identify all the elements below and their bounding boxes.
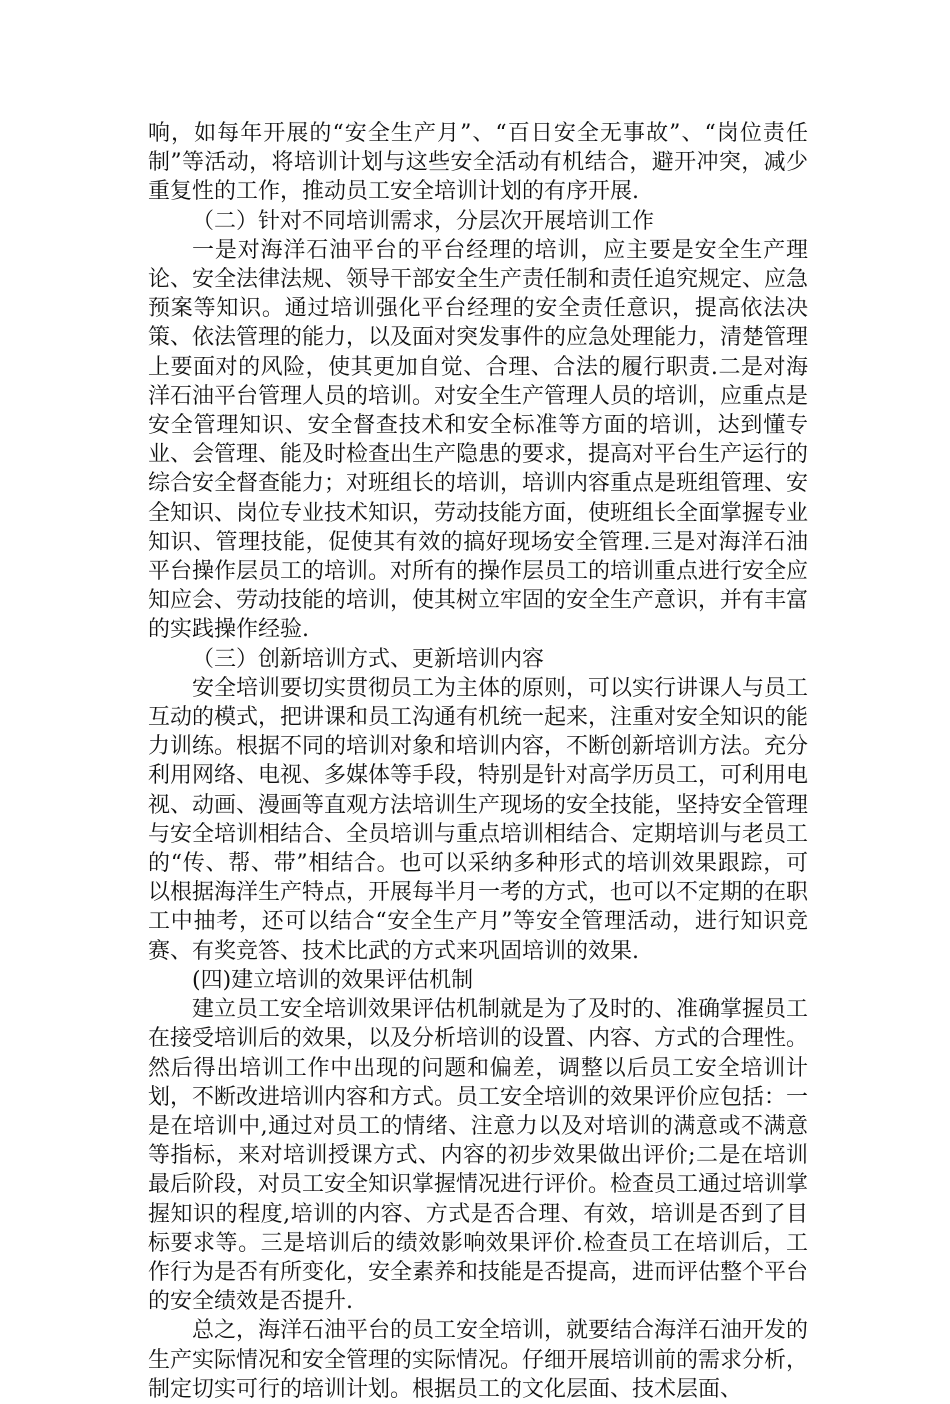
body-paragraph-training-levels: 一是对海洋石油平台的平台经理的培训，应主要是安全生产理论、安全法律法规、领导干部安全生产责任制和责任追究规定、应急预案等知识。通过培训强化平台经理的安全责任意识，提高依法决策、依法管理的能力，以及面对突发事件的应急处理能力，清楚管理上要面对的风险，使其更加自觉、合理、合法的履行职责.二是对海洋石油平台管理人员的培训。对安全生产管理人员的培训，应重点是安全管理知识、安全督查技术和安全标准等方面的培训，达到懂专业、会管理、能及时检查出生产隐患的要求，提高对平台生产运行的综合安全督查能力；对班组长的培训，培训内容重点是班组管理、安全知识、岗位专业技术知识，劳动技能方面，使班组长全面掌握专业知识、管理技能，促使其有效的搞好现场安全管理.三是对海洋石油平台操作层员工的培训。对所有的操作层员工的培训重点进行安全应知应会、劳动技能的培训，使其树立牢固的安全生产意识，并有丰富的实践操作经验. (148, 237, 809, 643)
document-body (148, 119, 808, 1404)
body-paragraph-conclusion: 总之，海洋石油平台的员工安全培训，就要结合海洋石油开发的生产实际情况和安全管理的实际情况。仔细开展培训前的需求分析，制定切实可行的培训计划。根据员工的文化层面、技术层面、 (148, 1318, 809, 1402)
continuation-paragraph: 响，如每年开展的“安全生产月”、“百日安全无事故”、“岗位责任制”等活动，将培训计划与这些安全活动有机结合，避开冲突，减少重复性的工作，推动员工安全培训计划的有序开展. (148, 121, 808, 205)
body-paragraph-training-methods: 安全培训要切实贯彻员工为主体的原则，可以实行讲课人与员工互动的模式，把讲课和员工沟通有机统一起来，注重对安全知识的能力训练。根据不同的培训对象和培训内容，不断创新培训方法。充分利用网络、电视、多媒体等手段，特别是针对高学历员工，可利用电视、动画、漫画等直观方法培训生产现场的安全技能，坚持安全管理与安全培训相结合、全员培训与重点培训相结合、定期培训与老员工的“传、帮、带”相结合。也可以采纳多种形式的培训效果跟踪，可以根据海洋生产特点，开展每半月一考的方式，也可以不定期的在职工中抽考，还可以结合“安全生产月”等安全管理活动，进行知识竞赛、有奖竞答、技术比武的方式来巩固培训的效果. (148, 675, 809, 964)
body-paragraph-evaluation: 建立员工安全培训效果评估机制就是为了及时的、准确掌握员工在接受培训后的效果，以及分析培训的设置、内容、方式的合理性。然后得出培训工作中出现的问题和偏差，调整以后员工安全培训计划，不断改进培训内容和方式。员工安全培训的效果评价应包括：一是在培训中,通过对员工的情绪、注意力以及对培训的满意或不满意等指标，来对培训授课方式、内容的初步效果做出评价;二是在培训最后阶段，对员工安全知识掌握情况进行评价。检查员工通过培训掌握知识的程度,培训的内容、方式是否合理、有效，培训是否到了目标要求等。三是培训后的绩效影响效果评价.检查员工在培训后，工作行为是否有所变化，安全素养和技能是否提高，进而评估整个平台的安全绩效是否提升. (148, 997, 809, 1315)
section-heading-4: (四)建立培训的效果评估机制 (192, 967, 474, 993)
section-heading-3: （三）创新培训方式、更新培训内容 (192, 646, 545, 672)
section-heading-2: （二）针对不同培训需求，分层次开展培训工作 (192, 208, 655, 234)
